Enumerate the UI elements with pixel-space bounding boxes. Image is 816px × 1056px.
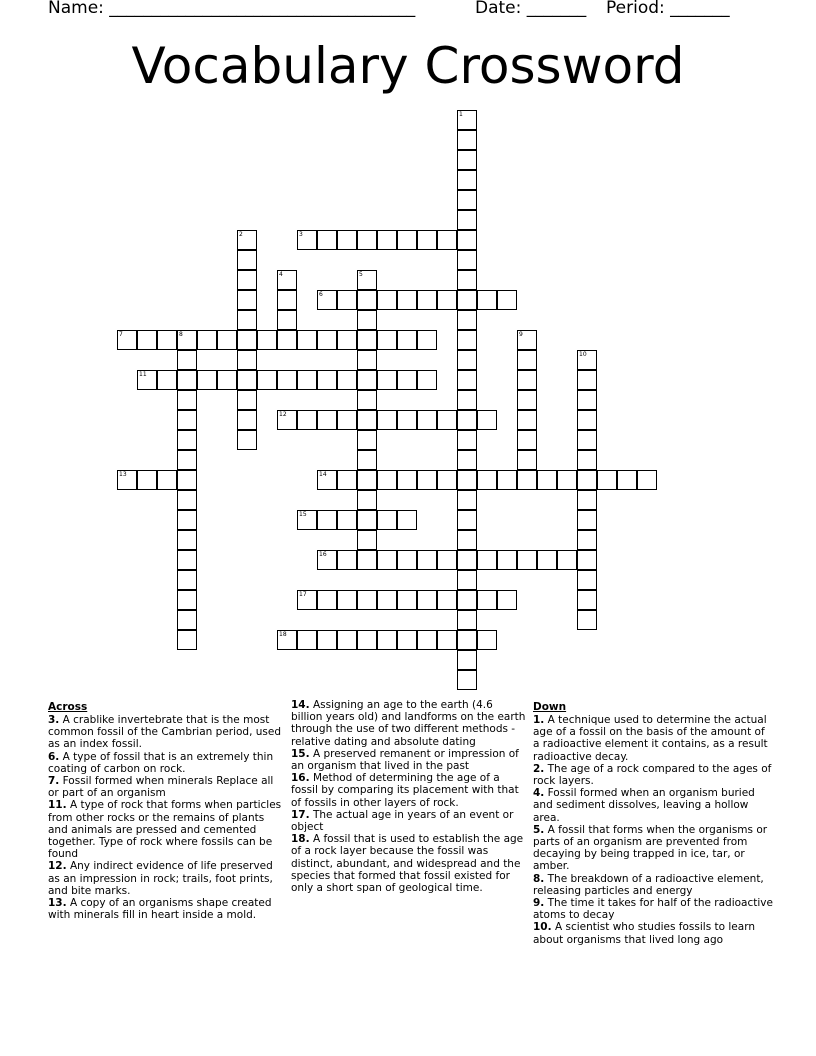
- grid-cell[interactable]: [457, 430, 477, 450]
- grid-cell[interactable]: [457, 170, 477, 190]
- grid-cell[interactable]: [257, 370, 277, 390]
- grid-cell[interactable]: [177, 470, 197, 490]
- clue-number: 18: [279, 631, 287, 638]
- clue-number: 4: [279, 271, 283, 278]
- grid-cell[interactable]: [277, 330, 297, 350]
- clue-number: 2: [239, 231, 243, 238]
- grid-cell[interactable]: [477, 590, 497, 610]
- grid-cell[interactable]: [377, 370, 397, 390]
- grid-cell[interactable]: [457, 450, 477, 470]
- grid-cell[interactable]: [577, 510, 597, 530]
- grid-cell[interactable]: [497, 290, 517, 310]
- grid-cell[interactable]: [457, 190, 477, 210]
- grid-cell[interactable]: [397, 330, 417, 350]
- grid-cell[interactable]: [457, 490, 477, 510]
- grid-cell[interactable]: [437, 290, 457, 310]
- grid-cell[interactable]: [277, 310, 297, 330]
- grid-cell[interactable]: [577, 530, 597, 550]
- grid-cell[interactable]: [317, 410, 337, 430]
- grid-cell[interactable]: [277, 630, 297, 650]
- grid-cell[interactable]: [577, 430, 597, 450]
- grid-cell[interactable]: [197, 330, 217, 350]
- clue-number: 17: [299, 591, 307, 598]
- grid-cell[interactable]: [317, 330, 337, 350]
- grid-cell[interactable]: [237, 370, 257, 390]
- grid-cell[interactable]: [457, 230, 477, 250]
- grid-cell[interactable]: [397, 290, 417, 310]
- grid-cell[interactable]: [157, 330, 177, 350]
- grid-cell[interactable]: [457, 350, 477, 370]
- grid-cell[interactable]: [417, 470, 437, 490]
- grid-cell[interactable]: [177, 430, 197, 450]
- grid-cell[interactable]: [357, 290, 377, 310]
- grid-cell[interactable]: [577, 550, 597, 570]
- grid-cell[interactable]: [577, 390, 597, 410]
- clue-number: 14: [319, 471, 327, 478]
- clue-number: 5: [359, 271, 363, 278]
- grid-cell[interactable]: [357, 450, 377, 470]
- grid-cell[interactable]: [397, 630, 417, 650]
- clue-across-17: 17. The actual age in years of an event or object: [291, 808, 514, 834]
- grid-cell[interactable]: [237, 390, 257, 410]
- clue-number: 11: [139, 371, 147, 378]
- grid-cell[interactable]: [377, 590, 397, 610]
- grid-cell[interactable]: [437, 410, 457, 430]
- grid-cell[interactable]: [337, 330, 357, 350]
- grid-cell[interactable]: [397, 470, 417, 490]
- grid-cell[interactable]: [377, 510, 397, 530]
- grid-cell[interactable]: [317, 290, 337, 310]
- grid-cell[interactable]: [517, 410, 537, 430]
- clue-across-15: 15. A preserved remanent or impression of an organism that lived in the past: [291, 747, 519, 773]
- grid-cell[interactable]: [237, 330, 257, 350]
- grid-cell[interactable]: [517, 450, 537, 470]
- grid-cell[interactable]: [457, 330, 477, 350]
- grid-cell[interactable]: [137, 330, 157, 350]
- grid-cell[interactable]: [337, 590, 357, 610]
- grid-cell[interactable]: [237, 410, 257, 430]
- grid-cell[interactable]: [577, 570, 597, 590]
- grid-cell[interactable]: [317, 510, 337, 530]
- down-heading: Down: [533, 701, 567, 713]
- grid-cell[interactable]: [417, 630, 437, 650]
- grid-cell[interactable]: [377, 290, 397, 310]
- grid-cell[interactable]: [237, 270, 257, 290]
- date-field[interactable]: Date: _______: [475, 0, 587, 18]
- grid-cell[interactable]: [157, 470, 177, 490]
- grid-cell[interactable]: [577, 370, 597, 390]
- grid-cell[interactable]: [297, 410, 317, 430]
- clue-across-3: 3. A crablike invertebrate that is the most common fossil of the Cambrian period, used as an index fossil.: [48, 714, 282, 751]
- grid-cell[interactable]: [517, 350, 537, 370]
- grid-cell[interactable]: [277, 270, 297, 290]
- clue-down-1: 1. A technique used to determine the actual age of a fossil on the basis of the amount of a radioactive element it contains, as a result radioactive decay.: [533, 714, 768, 763]
- clue-down-5: 5. A fossil that forms when the organisms or parts of an organism are prevented from decaying by being trapped in ice, tar, or amber.: [533, 823, 768, 873]
- grid-cell[interactable]: [317, 370, 337, 390]
- grid-cell[interactable]: [457, 210, 477, 230]
- grid-cell[interactable]: [457, 410, 477, 430]
- grid-cell[interactable]: [297, 230, 317, 250]
- grid-cell[interactable]: [317, 550, 337, 570]
- grid-cell[interactable]: [457, 510, 477, 530]
- grid-cell[interactable]: [537, 550, 557, 570]
- grid-cell[interactable]: [417, 410, 437, 430]
- grid-cell[interactable]: [217, 370, 237, 390]
- grid-cell[interactable]: [357, 270, 377, 290]
- grid-cell[interactable]: [557, 550, 577, 570]
- grid-cell[interactable]: [357, 410, 377, 430]
- grid-cell[interactable]: [217, 330, 237, 350]
- grid-cell[interactable]: [357, 530, 377, 550]
- grid-cell[interactable]: [317, 470, 337, 490]
- grid-cell[interactable]: [397, 510, 417, 530]
- grid-cell[interactable]: [457, 530, 477, 550]
- grid-cell[interactable]: [537, 470, 557, 490]
- period-field[interactable]: Period: _______: [606, 0, 730, 18]
- grid-cell[interactable]: [357, 490, 377, 510]
- clue-across-16: 16. Method of determining the age of a fossil by comparing its placement with that of fossils in other layers of rock.: [291, 772, 519, 809]
- clue-down-8: 8. The breakdown of a radioactive element, releasing particles and energy: [533, 872, 764, 897]
- grid-cell[interactable]: [277, 370, 297, 390]
- grid-cell[interactable]: [357, 470, 377, 490]
- grid-cell[interactable]: [477, 470, 497, 490]
- grid-cell[interactable]: [577, 410, 597, 430]
- grid-cell[interactable]: [417, 230, 437, 250]
- grid-cell[interactable]: [237, 430, 257, 450]
- grid-cell[interactable]: [317, 590, 337, 610]
- grid-cell[interactable]: [417, 550, 437, 570]
- grid-cell[interactable]: [377, 550, 397, 570]
- grid-cell[interactable]: [117, 470, 137, 490]
- grid-cell[interactable]: [377, 330, 397, 350]
- grid-cell[interactable]: [457, 590, 477, 610]
- grid-cell[interactable]: [577, 450, 597, 470]
- clue-across-11: 11. A type of rock that forms when particles from other rocks or the remains of plants and animals are pressed and cemented together. Type of rock where fossils can be found: [48, 799, 282, 861]
- grid-cell[interactable]: [137, 470, 157, 490]
- grid-cell[interactable]: [297, 590, 317, 610]
- grid-cell[interactable]: [517, 430, 537, 450]
- across-clues-col1: [48, 701, 284, 921]
- grid-cell[interactable]: [457, 370, 477, 390]
- grid-cell[interactable]: [577, 470, 597, 490]
- grid-cell[interactable]: [297, 330, 317, 350]
- grid-cell[interactable]: [397, 230, 417, 250]
- grid-cell[interactable]: [297, 630, 317, 650]
- grid-cell[interactable]: [177, 390, 197, 410]
- grid-cell[interactable]: [457, 570, 477, 590]
- grid-cell[interactable]: [457, 150, 477, 170]
- grid-cell[interactable]: [357, 350, 377, 370]
- grid-cell[interactable]: [337, 470, 357, 490]
- grid-cell[interactable]: [437, 590, 457, 610]
- grid-cell[interactable]: [277, 410, 297, 430]
- grid-cell[interactable]: [517, 470, 537, 490]
- clue-down-10: 10. A scientist who studies fossils to learn about organisms that lived long ago: [533, 921, 755, 946]
- grid-cell[interactable]: [177, 410, 197, 430]
- grid-cell[interactable]: [477, 550, 497, 570]
- clue-number: 9: [519, 331, 523, 338]
- grid-cell[interactable]: [237, 290, 257, 310]
- grid-cell[interactable]: [457, 270, 477, 290]
- grid-cell[interactable]: [417, 290, 437, 310]
- grid-cell[interactable]: [177, 510, 197, 530]
- name-field[interactable]: Name: ____________________________________: [48, 0, 416, 18]
- grid-cell[interactable]: [317, 630, 337, 650]
- grid-cell[interactable]: [337, 510, 357, 530]
- clue-across-12: 12. Any indirect evidence of life preserved as an impression in rock; trails, foot prints, and bite marks.: [48, 860, 273, 897]
- grid-cell[interactable]: [297, 370, 317, 390]
- grid-cell[interactable]: [517, 370, 537, 390]
- clue-across-13: 13. A copy of an organisms shape created with minerals fill in heart inside a mold.: [48, 897, 272, 922]
- grid-cell[interactable]: [237, 350, 257, 370]
- grid-cell[interactable]: [177, 630, 197, 650]
- clue-number: 6: [319, 291, 323, 298]
- grid-cell[interactable]: [237, 230, 257, 250]
- grid-cell[interactable]: [337, 290, 357, 310]
- grid-cell[interactable]: [457, 290, 477, 310]
- grid-cell[interactable]: [457, 650, 477, 670]
- grid-cell[interactable]: [457, 110, 477, 130]
- grid-cell[interactable]: [177, 370, 197, 390]
- clue-number: 15: [299, 511, 307, 518]
- grid-cell[interactable]: [337, 550, 357, 570]
- clue-number: 8: [179, 331, 183, 338]
- grid-cell[interactable]: [457, 130, 477, 150]
- across-clues-col2: [291, 699, 527, 894]
- grid-cell[interactable]: [337, 230, 357, 250]
- grid-cell[interactable]: [177, 570, 197, 590]
- grid-cell[interactable]: [137, 370, 157, 390]
- grid-cell[interactable]: [357, 370, 377, 390]
- grid-cell[interactable]: [517, 550, 537, 570]
- grid-cell[interactable]: [477, 630, 497, 650]
- grid-cell[interactable]: [597, 470, 617, 490]
- clue-down-2: 2. The age of a rock compared to the ages of rock layers.: [533, 762, 772, 788]
- grid-cell[interactable]: [397, 590, 417, 610]
- grid-cell[interactable]: [257, 330, 277, 350]
- grid-cell[interactable]: [177, 530, 197, 550]
- grid-cell[interactable]: [277, 290, 297, 310]
- clue-number: 16: [319, 551, 327, 558]
- grid-cell[interactable]: [177, 450, 197, 470]
- clue-number: 10: [579, 351, 587, 358]
- grid-cell[interactable]: [417, 330, 437, 350]
- grid-cell[interactable]: [497, 470, 517, 490]
- grid-cell[interactable]: [237, 310, 257, 330]
- grid-cell[interactable]: [357, 330, 377, 350]
- grid-cell[interactable]: [457, 310, 477, 330]
- grid-cell[interactable]: [337, 370, 357, 390]
- grid-cell[interactable]: [457, 470, 477, 490]
- down-clues: [533, 701, 773, 946]
- clue-down-9: 9. The time it takes for half of the radioactive atoms to decay: [533, 897, 773, 922]
- grid-cell[interactable]: [477, 410, 497, 430]
- grid-cell[interactable]: [377, 630, 397, 650]
- grid-cell[interactable]: [357, 590, 377, 610]
- grid-cell[interactable]: [397, 550, 417, 570]
- grid-cell[interactable]: [177, 550, 197, 570]
- grid-cell[interactable]: [357, 510, 377, 530]
- grid-cell[interactable]: [177, 490, 197, 510]
- grid-cell[interactable]: [377, 470, 397, 490]
- clue-down-4: 4. Fossil formed when an organism buried and sediment dissolves, leaving a hollow area.: [533, 787, 755, 824]
- grid-cell[interactable]: [177, 590, 197, 610]
- grid-cell[interactable]: [177, 350, 197, 370]
- grid-cell[interactable]: [357, 630, 377, 650]
- grid-cell[interactable]: [377, 410, 397, 430]
- clue-number: 1: [459, 111, 463, 118]
- grid-cell[interactable]: [357, 390, 377, 410]
- grid-cell[interactable]: [637, 470, 657, 490]
- clue-across-6: 6. A type of fossil that is an extremely thin coating of carbon on rock.: [48, 750, 274, 775]
- grid-cell[interactable]: [397, 370, 417, 390]
- clue-number: 12: [279, 411, 287, 418]
- grid-cell[interactable]: [457, 550, 477, 570]
- grid-cell[interactable]: [577, 350, 597, 370]
- grid-cell[interactable]: [357, 550, 377, 570]
- clue-number: 7: [119, 331, 123, 338]
- clue-across-7: 7. Fossil formed when minerals Replace all or part of an organism: [48, 775, 274, 800]
- grid-cell[interactable]: [457, 630, 477, 650]
- grid-cell[interactable]: [117, 330, 137, 350]
- across-heading: Across: [48, 701, 88, 713]
- grid-cell[interactable]: [457, 670, 477, 690]
- clue-across-14: 14. Assigning an age to the earth (4.6 billion years old) and landforms on the earth through the use of two different methods - relative dating and absolute dating: [291, 699, 526, 748]
- grid-cell[interactable]: [557, 470, 577, 490]
- grid-cell[interactable]: [577, 610, 597, 630]
- grid-cell[interactable]: [477, 290, 497, 310]
- clue-across-18: 18. A fossil that is used to establish the age of a rock layer because the fossil was distinct, abundant, and widespread and the species that formed that fossil existed for only a short span of geological time.: [291, 833, 524, 895]
- clue-number: 3: [299, 231, 303, 238]
- grid-cell[interactable]: [517, 390, 537, 410]
- grid-cell[interactable]: [437, 230, 457, 250]
- grid-cell[interactable]: [517, 330, 537, 350]
- grid-cell[interactable]: [457, 610, 477, 630]
- grid-cell[interactable]: [357, 230, 377, 250]
- grid-cell[interactable]: [577, 590, 597, 610]
- grid-cell[interactable]: [357, 430, 377, 450]
- page-title: Vocabulary Crossword: [131, 37, 685, 95]
- grid-cell[interactable]: [617, 470, 637, 490]
- grid-cell[interactable]: [197, 370, 217, 390]
- clue-number: 13: [119, 471, 127, 478]
- grid-cell[interactable]: [437, 470, 457, 490]
- grid-cell[interactable]: [357, 310, 377, 330]
- grid-cell[interactable]: [417, 590, 437, 610]
- grid-cell[interactable]: [157, 370, 177, 390]
- grid-cell[interactable]: [577, 490, 597, 510]
- grid-cell[interactable]: [337, 630, 357, 650]
- grid-cell[interactable]: [417, 370, 437, 390]
- grid-cell[interactable]: [337, 410, 357, 430]
- grid-cell[interactable]: [457, 390, 477, 410]
- grid-cell[interactable]: [237, 250, 257, 270]
- grid-cell[interactable]: [397, 410, 417, 430]
- grid-cell[interactable]: [497, 550, 517, 570]
- grid-cell[interactable]: [317, 230, 337, 250]
- grid-cell[interactable]: [177, 610, 197, 630]
- grid-cell[interactable]: [297, 510, 317, 530]
- grid-cell[interactable]: [457, 250, 477, 270]
- grid-cell[interactable]: [377, 230, 397, 250]
- grid-cell[interactable]: [497, 590, 517, 610]
- grid-cell[interactable]: [177, 330, 197, 350]
- grid-cell[interactable]: [437, 550, 457, 570]
- grid-cell[interactable]: [437, 630, 457, 650]
